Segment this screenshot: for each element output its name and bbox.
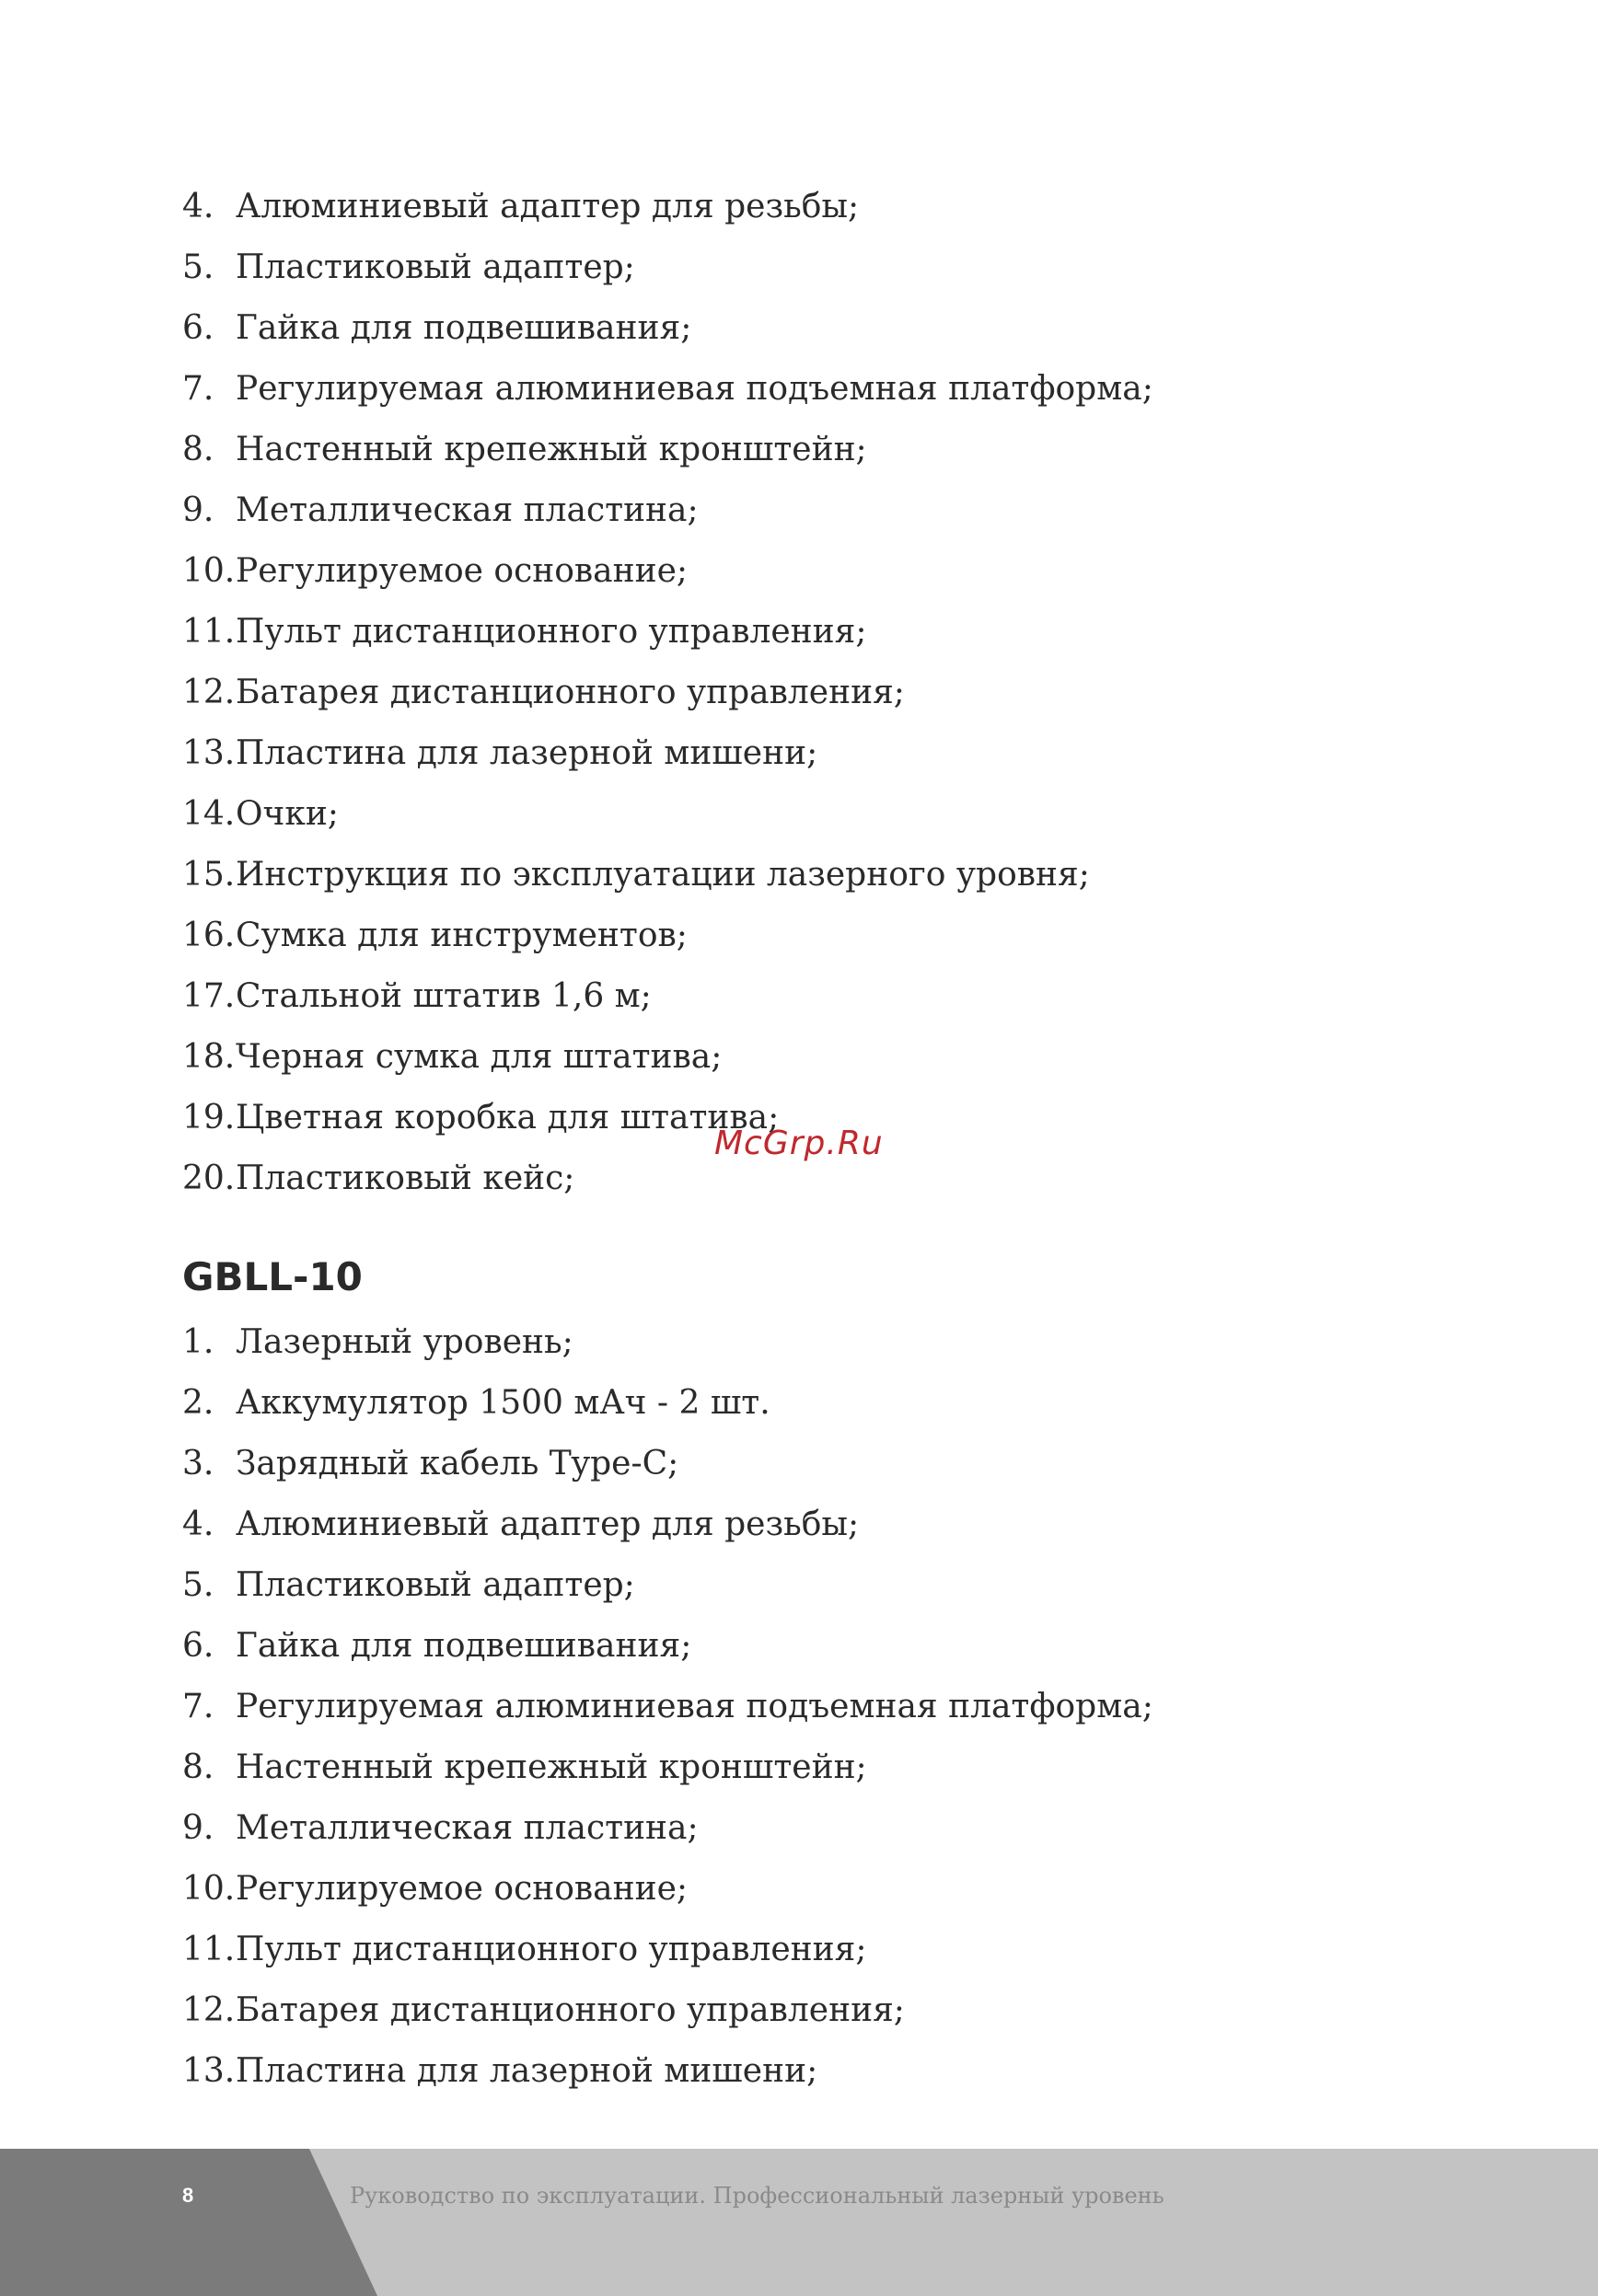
list-item-number: 13. bbox=[182, 734, 236, 772]
list-item-number: 6. bbox=[182, 1627, 214, 1665]
list-item-number: 18. bbox=[182, 1038, 236, 1076]
list-item-text: Сумка для инструментов; bbox=[236, 917, 688, 954]
list-item-number: 5. bbox=[182, 248, 214, 286]
list-item-number: 8. bbox=[182, 431, 214, 468]
list-item-number: 15. bbox=[182, 856, 236, 894]
list-item-text: Пластиковый адаптер; bbox=[236, 1566, 635, 1604]
list-item-number: 10. bbox=[182, 552, 236, 590]
list-item-text: Стальной штатив 1,6 м; bbox=[236, 977, 652, 1015]
list-item-text: Батарея дистанционного управления; bbox=[236, 674, 905, 711]
list-item-text: Регулируемая алюминиевая подъемная платформа; bbox=[236, 370, 1153, 408]
list-item-number: 14. bbox=[182, 795, 236, 833]
list-item-text: Регулируемая алюминиевая подъемная платформа; bbox=[236, 1688, 1153, 1725]
list-item-text: Настенный крепежный кронштейн; bbox=[236, 1748, 867, 1786]
list-item-number: 13. bbox=[182, 2052, 236, 2090]
list-item-number: 8. bbox=[182, 1748, 214, 1786]
footer-page-tab bbox=[0, 2149, 377, 2296]
list-item-number: 3. bbox=[182, 1445, 214, 1483]
list-item-text: Черная сумка для штатива; bbox=[236, 1038, 723, 1076]
list-item-text: Лазерный уровень; bbox=[236, 1323, 573, 1361]
footer-document-title: Руководство по эксплуатации. Профессиональный лазерный уровень bbox=[350, 2183, 1164, 2209]
list-item-number: 7. bbox=[182, 370, 214, 408]
list-item-number: 11. bbox=[182, 1931, 236, 1968]
list-item-text: Пластина для лазерной мишени; bbox=[236, 2052, 818, 2090]
list-item-text: Пластиковый кейс; bbox=[236, 1160, 575, 1197]
list-item-number: 2. bbox=[182, 1384, 214, 1422]
list-item-text: Металлическая пластина; bbox=[236, 491, 699, 529]
list-item-number: 17. bbox=[182, 977, 236, 1015]
list-item-text: Металлическая пластина; bbox=[236, 1809, 699, 1847]
list-item-text: Пульт дистанционного управления; bbox=[236, 613, 867, 651]
list-item-number: 12. bbox=[182, 1991, 236, 2029]
section-heading-gbll-10: GBLL-10 bbox=[182, 1254, 363, 1299]
list-item-text: Алюминиевый адаптер для резьбы; bbox=[236, 1506, 860, 1543]
list-item-text: Настенный крепежный кронштейн; bbox=[236, 431, 867, 468]
list-item-text: Пластиковый адаптер; bbox=[236, 248, 635, 286]
watermark: McGrp.Ru bbox=[714, 1125, 884, 1162]
list-item-number: 1. bbox=[182, 1323, 214, 1361]
list-item-number: 9. bbox=[182, 1809, 214, 1847]
list-item-text: Алюминиевый адаптер для резьбы; bbox=[236, 188, 860, 225]
page-footer bbox=[0, 2149, 1598, 2296]
list-item-number: 12. bbox=[182, 674, 236, 711]
list-item-number: 4. bbox=[182, 1506, 214, 1543]
list-item-number: 11. bbox=[182, 613, 236, 651]
list-item-number: 9. bbox=[182, 491, 214, 529]
list-item-text: Цветная коробка для штатива; bbox=[236, 1099, 780, 1136]
list-item-text: Очки; bbox=[236, 795, 339, 833]
list-item-text: Зарядный кабель Type-C; bbox=[236, 1445, 679, 1483]
list-item-number: 10. bbox=[182, 1870, 236, 1908]
page-number: 8 bbox=[182, 2184, 194, 2207]
list-item-number: 6. bbox=[182, 309, 214, 347]
list-item-number: 20. bbox=[182, 1160, 236, 1197]
list-item-number: 16. bbox=[182, 917, 236, 954]
list-item-text: Пульт дистанционного управления; bbox=[236, 1931, 867, 1968]
list-item-text: Инструкция по эксплуатации лазерного уровня; bbox=[236, 856, 1090, 894]
list-item-number: 19. bbox=[182, 1099, 236, 1136]
list-item-text: Регулируемое основание; bbox=[236, 552, 689, 590]
list-item-text: Гайка для подвешивания; bbox=[236, 309, 692, 347]
list-item-text: Регулируемое основание; bbox=[236, 1870, 689, 1908]
list-item-text: Аккумулятор 1500 мАч - 2 шт. bbox=[236, 1384, 770, 1422]
list-item-text: Пластина для лазерной мишени; bbox=[236, 734, 818, 772]
list-item-number: 7. bbox=[182, 1688, 214, 1725]
list-item-text: Батарея дистанционного управления; bbox=[236, 1991, 905, 2029]
list-item-text: Гайка для подвешивания; bbox=[236, 1627, 692, 1665]
list-item-number: 4. bbox=[182, 188, 214, 225]
list-item-number: 5. bbox=[182, 1566, 214, 1604]
